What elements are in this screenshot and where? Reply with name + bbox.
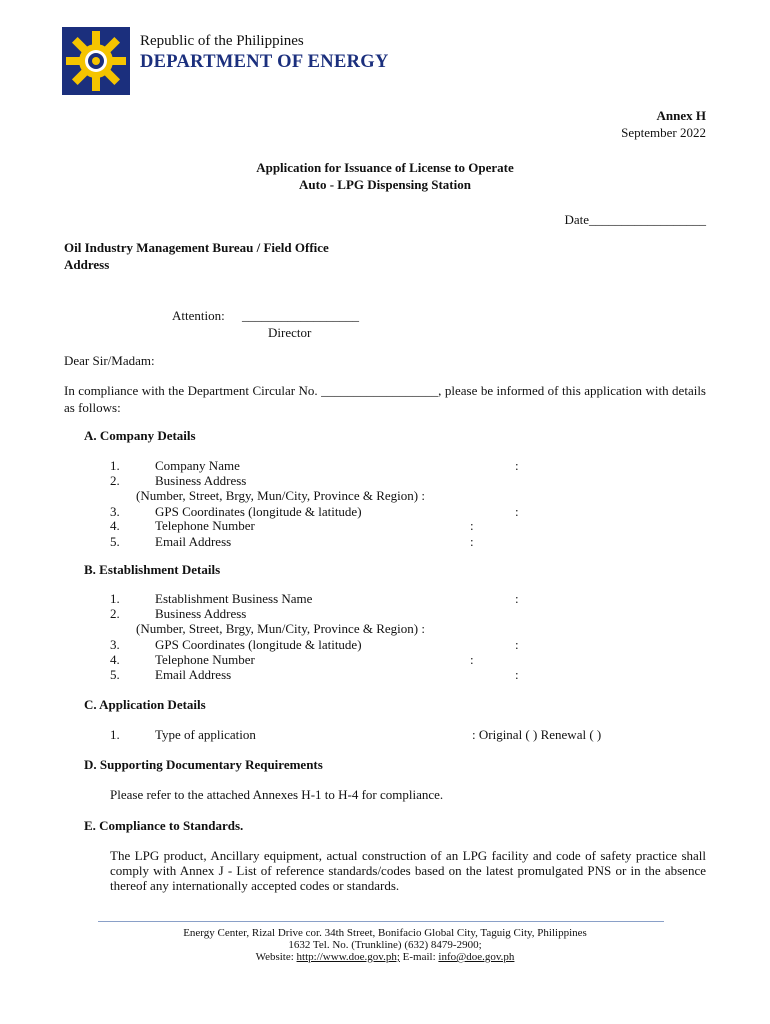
recipient-line-2: Address bbox=[64, 257, 110, 272]
b-item-2-num: 2. bbox=[110, 606, 120, 621]
c-item-1-num: 1. bbox=[110, 727, 120, 742]
salutation: Dear Sir/Madam: bbox=[64, 353, 155, 368]
title-line-1: Application for Issuance of License to Operate bbox=[256, 160, 514, 175]
footer-website-label: Website: bbox=[255, 951, 297, 963]
b-item-4-label: Telephone Number bbox=[155, 652, 255, 667]
a-item-3-label: GPS Coordinates (longitude & latitude) bbox=[155, 504, 362, 519]
c-item-1-value: : Original ( ) Renewal ( ) bbox=[472, 727, 602, 742]
b-item-5-colon: : bbox=[515, 667, 519, 682]
attention-blank: __________________ bbox=[242, 308, 359, 323]
a-item-1-label: Company Name bbox=[155, 458, 240, 473]
b-item-5-label: Email Address bbox=[155, 667, 232, 682]
a-item-1-colon: : bbox=[515, 458, 519, 473]
footer-contacts bbox=[0, 951, 770, 964]
a-item-2-detail: (Number, Street, Brgy, Mun/City, Province & Region) : bbox=[136, 488, 425, 503]
section-b-heading: B. Establishment Details bbox=[84, 562, 221, 577]
footer-address: Energy Center, Rizal Drive cor. 34th Street, Bonifacio Global City, Taguig City, Philippines bbox=[183, 927, 587, 939]
b-item-3-label: GPS Coordinates (longitude & latitude) bbox=[155, 637, 362, 652]
attention-label: Attention: bbox=[172, 308, 225, 323]
footer-phone: 1632 Tel. No. (Trunkline) (632) 8479-2900; bbox=[288, 939, 482, 951]
footer-divider bbox=[98, 921, 664, 922]
section-c-heading: C. Application Details bbox=[84, 697, 206, 712]
annex-date: September 2022 bbox=[621, 125, 706, 140]
recipient-line-1: Oil Industry Management Bureau / Field Office bbox=[64, 240, 329, 255]
b-item-4-colon: : bbox=[470, 652, 474, 667]
doe-seal-logo bbox=[62, 27, 130, 95]
a-item-5-label: Email Address bbox=[155, 534, 232, 549]
section-d-heading: D. Supporting Documentary Requirements bbox=[84, 757, 323, 772]
b-item-1-label: Establishment Business Name bbox=[155, 591, 313, 606]
c-item-1-label: Type of application bbox=[155, 727, 256, 742]
annex-label: Annex H bbox=[656, 108, 706, 123]
a-item-1-num: 1. bbox=[110, 458, 120, 473]
a-item-4-label: Telephone Number bbox=[155, 518, 255, 533]
a-item-4-colon: : bbox=[470, 518, 474, 533]
footer-website-link[interactable]: http://www.doe.gov.ph; bbox=[296, 951, 400, 963]
a-item-3-num: 3. bbox=[110, 504, 120, 519]
section-d-text: Please refer to the attached Annexes H-1 to H-4 for compliance. bbox=[110, 787, 444, 802]
section-e-text: The LPG product, Ancillary equipment, actual construction of an LPG facility and code of safety practice shall comply with Annex J - List of reference standards/codes based on the latest promulgated PNS or in the absence thereof any internationally accepted codes or standards. bbox=[110, 848, 706, 893]
b-item-1-num: 1. bbox=[110, 591, 120, 606]
a-item-3-colon: : bbox=[515, 504, 519, 519]
section-e-heading: E. Compliance to Standards. bbox=[84, 818, 244, 833]
footer-email-link[interactable]: info@doe.gov.ph bbox=[438, 951, 515, 963]
b-item-2-label: Business Address bbox=[155, 606, 247, 621]
section-a-heading: A. Company Details bbox=[84, 428, 196, 443]
b-item-5-num: 5. bbox=[110, 667, 120, 682]
a-item-4-num: 4. bbox=[110, 518, 120, 533]
footer-email-label: E-mail: bbox=[399, 951, 439, 963]
b-item-3-colon: : bbox=[515, 637, 519, 652]
a-item-5-num: 5. bbox=[110, 534, 120, 549]
b-item-3-num: 3. bbox=[110, 637, 120, 652]
b-item-2-detail: (Number, Street, Brgy, Mun/City, Province & Region) : bbox=[136, 621, 425, 636]
b-item-1-colon: : bbox=[515, 591, 519, 606]
date-field: Date__________________ bbox=[564, 212, 706, 227]
attention-role: Director bbox=[268, 325, 312, 340]
a-item-2-label: Business Address bbox=[155, 473, 247, 488]
title-line-2: Auto - LPG Dispensing Station bbox=[299, 177, 471, 192]
b-item-4-num: 4. bbox=[110, 652, 120, 667]
a-item-5-colon: : bbox=[470, 534, 474, 549]
intro-paragraph: In compliance with the Department Circular No. __________________, please be informed of this application with details as follows: bbox=[64, 383, 706, 415]
department-heading: DEPARTMENT OF ENERGY bbox=[140, 52, 389, 72]
republic-heading: Republic of the Philippines bbox=[140, 33, 304, 49]
a-item-2-num: 2. bbox=[110, 473, 120, 488]
